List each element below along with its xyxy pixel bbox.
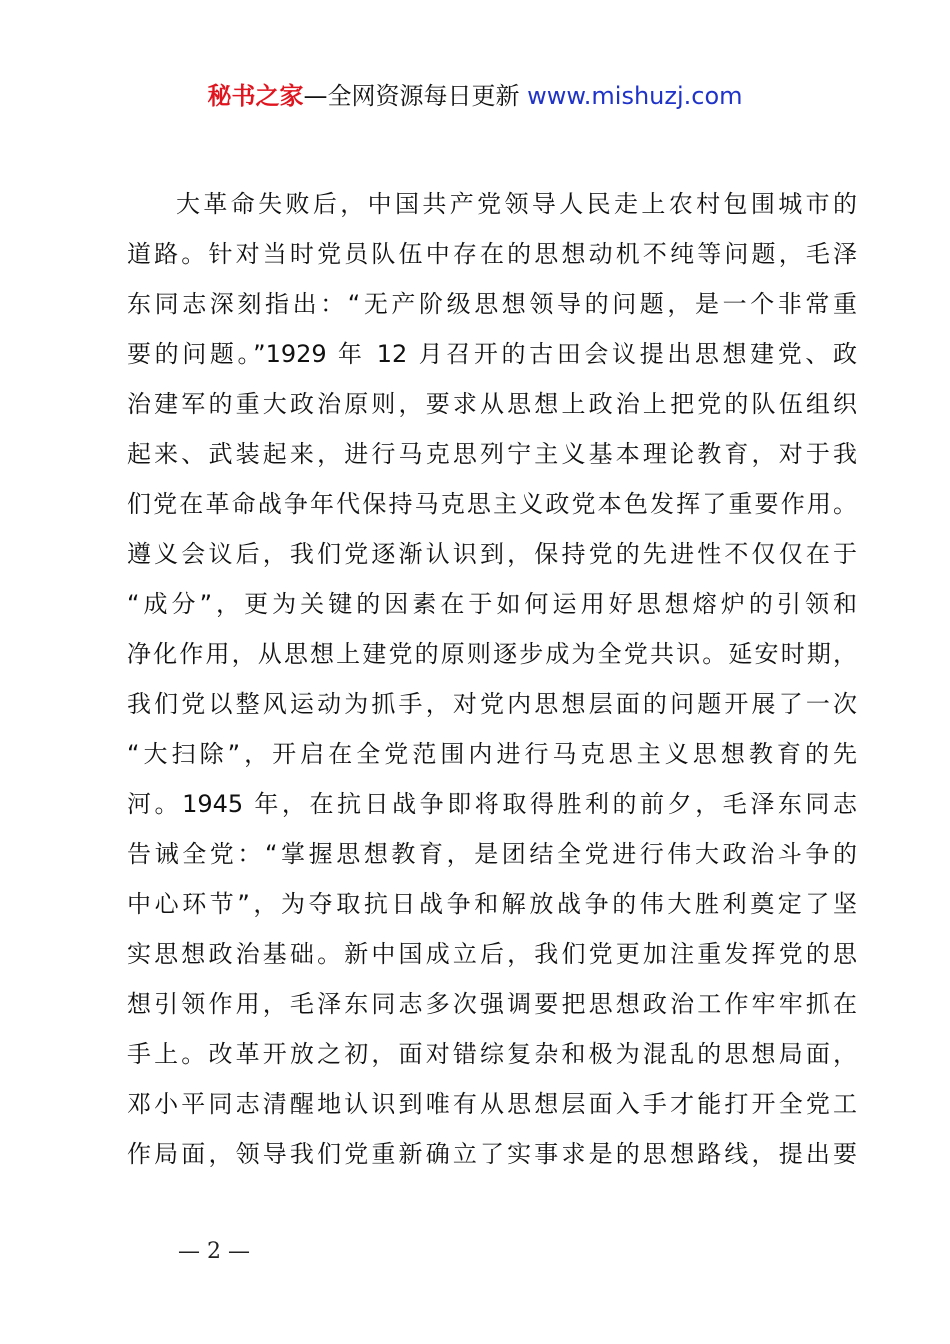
body-line: 河。1945 年，在抗日战争即将取得胜利的前夕，毛泽东同志 (127, 790, 857, 818)
body-line: 想引领作用，毛泽东同志多次强调要把思想政治工作牢牢抓在 (127, 990, 857, 1018)
header-tagline: —全网资源每日更新 (303, 82, 528, 110)
body-line: 实思想政治基础。新中国成立后，我们党更加注重发挥党的思 (127, 940, 857, 968)
site-url-link[interactable]: www.mishuzj.com (527, 82, 743, 110)
body-line: 大革命失败后，中国共产党领导人民走上农村包围城市的 (176, 190, 857, 218)
document-body (127, 179, 857, 1179)
body-line: 告诫全党：“掌握思想教育，是团结全党进行伟大政治斗争的 (127, 840, 857, 868)
body-line: 道路。针对当时党员队伍中存在的思想动机不纯等问题，毛泽 (127, 240, 857, 268)
body-line: “成分”，更为关键的因素在于如何运用好思想熔炉的引领和 (127, 590, 857, 618)
brand-name: 秘书之家 (207, 82, 304, 110)
body-line: 中心环节”，为夺取抗日战争和解放战争的伟大胜利奠定了坚 (127, 890, 857, 918)
page-header (0, 80, 950, 112)
body-line: 我们党以整风运动为抓手，对党内思想层面的问题开展了一次 (127, 690, 857, 718)
body-line: 净化作用，从思想上建党的原则逐步成为全党共识。延安时期， (127, 640, 857, 668)
body-line: 作局面，领导我们党重新确立了实事求是的思想路线，提出要 (127, 1140, 857, 1168)
body-line: 要的问题。”1929 年 12 月召开的古田会议提出思想建党、政 (127, 340, 857, 368)
body-line: 手上。改革开放之初，面对错综复杂和极为混乱的思想局面， (127, 1040, 857, 1068)
body-line: 邓小平同志清醒地认识到唯有从思想层面入手才能打开全党工 (127, 1090, 857, 1118)
body-line: 起来、武装起来，进行马克思列宁主义基本理论教育，对于我 (127, 440, 857, 468)
body-line: 们党在革命战争年代保持马克思主义政党本色发挥了重要作用。 (127, 490, 857, 518)
page-number: — 2 — (178, 1239, 250, 1264)
body-line: “大扫除”，开启在全党范围内进行马克思主义思想教育的先 (127, 740, 857, 768)
body-line: 治建军的重大政治原则，要求从思想上政治上把党的队伍组织 (127, 390, 857, 418)
body-line: 遵义会议后，我们党逐渐认识到，保持党的先进性不仅仅在于 (127, 540, 857, 568)
body-line: 东同志深刻指出：“无产阶级思想领导的问题，是一个非常重 (127, 290, 857, 318)
